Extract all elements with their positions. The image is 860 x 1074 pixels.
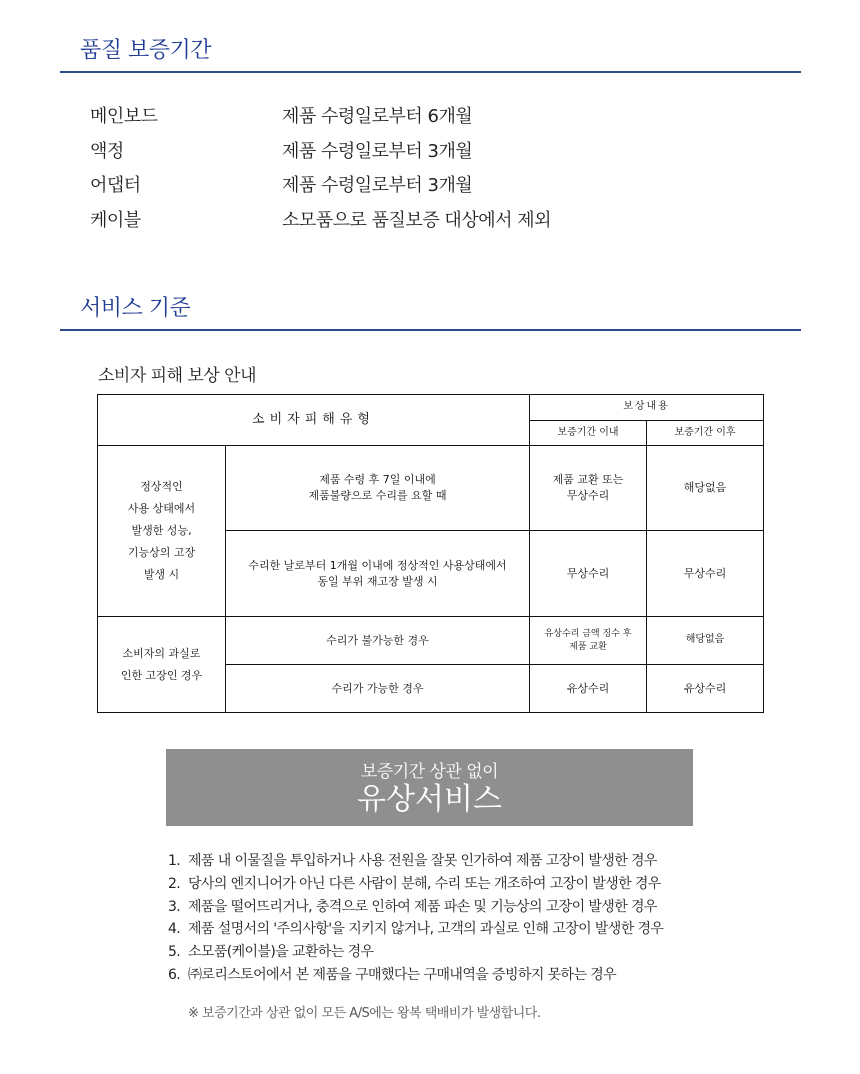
- warranty-item: 메인보드: [90, 106, 158, 128]
- warranty-item: 케이블: [90, 209, 141, 231]
- list-number: 1.: [168, 853, 181, 869]
- case-after: 해당없음: [647, 617, 764, 665]
- list-item: [168, 918, 663, 941]
- list-text: ㈜로리스토어에서 본 제품을 구매했다는 구매내역을 증빙하지 못하는 경우: [188, 966, 617, 983]
- warranty-title: 품질 보증기간: [80, 38, 212, 63]
- warranty-row: [90, 202, 551, 237]
- case-after: 해당없음: [647, 446, 764, 531]
- case-description: 수리가 불가능한 경우: [226, 617, 530, 665]
- warranty-period: 제품 수령일로부터 6개월: [282, 106, 473, 128]
- group-customer-fault-label: 소비자의 과실로 인한 고장인 경우: [98, 617, 226, 713]
- list-number: 2.: [168, 875, 181, 892]
- list-text: 당사의 엔지니어가 아닌 다른 사람이 분해, 수리 또는 개조하여 고장이 발생한 경우: [188, 875, 661, 892]
- service-subtitle: 소비자 피해 보상 안내: [98, 366, 257, 386]
- header-damage-type: 소비자피해유형: [98, 395, 530, 446]
- list-number: 3.: [168, 898, 181, 915]
- list-item: [168, 964, 663, 987]
- list-item: [168, 896, 663, 919]
- warranty-period: 제품 수령일로부터 3개월: [282, 140, 473, 162]
- header-compensation: 보상내용: [530, 395, 764, 421]
- service-title: 서비스 기준: [80, 296, 191, 321]
- case-description: 수리가 가능한 경우: [226, 665, 530, 713]
- list-number: 4.: [168, 921, 181, 938]
- header-within-warranty: 보증기간 이내: [530, 421, 647, 446]
- case-after: 유상수리: [647, 665, 764, 713]
- case-within: 무상수리: [530, 531, 647, 617]
- list-text: 제품을 떨어뜨리거나, 충격으로 인하여 제품 파손 및 기능상의 고장이 발생한 경우: [188, 898, 657, 915]
- case-description: 수리한 날로부터 1개월 이내에 정상적인 사용상태에서 동일 부위 재고장 발생 시: [226, 531, 530, 617]
- warranty-period: 소모품으로 품질보증 대상에서 제외: [282, 209, 551, 231]
- warranty-divider: [60, 71, 801, 73]
- warranty-list: [90, 98, 551, 236]
- case-within: 유상수리: [530, 665, 647, 713]
- case-after: 무상수리: [647, 531, 764, 617]
- case-within: 유상수리 금액 징수 후 제품 교환: [530, 617, 647, 665]
- list-number: 6.: [168, 966, 181, 983]
- service-divider: [60, 329, 801, 331]
- list-item: [168, 873, 663, 896]
- warranty-row: [90, 133, 551, 168]
- banner-subtitle: 보증기간 상관 없이: [360, 762, 499, 782]
- list-item: [168, 850, 663, 873]
- list-text: 제품 내 이물질을 투입하거나 사용 전원을 잘못 인가하여 제품 고장이 발생한 경우: [188, 853, 657, 869]
- list-text: 소모품(케이블)을 교환하는 경우: [188, 944, 374, 961]
- list-text: 제품 설명서의 '주의사항'을 지키지 않거나, 고객의 과실로 인해 고장이 발생한 경우: [188, 921, 664, 938]
- banner-title: 유상서비스: [357, 782, 502, 817]
- list-item: [168, 941, 663, 964]
- case-description: 제품 수령 후 7일 이내에 제품불량으로 수리를 요할 때: [226, 446, 530, 531]
- compensation-table: [97, 394, 764, 713]
- warranty-item: 어댑터: [90, 175, 141, 197]
- header-after-warranty: 보증기간 이후: [647, 421, 764, 446]
- warranty-row: [90, 167, 551, 202]
- list-number: 5.: [168, 944, 181, 961]
- group-normal-use-label: 정상적인 사용 상태에서 발생한 성능, 기능상의 고장 발생 시: [98, 446, 226, 617]
- warranty-item: 액정: [90, 140, 124, 162]
- case-within: 제품 교환 또는 무상수리: [530, 446, 647, 531]
- warranty-row: [90, 98, 551, 133]
- paid-service-banner: [166, 749, 693, 826]
- paid-case-list: [168, 850, 663, 987]
- warranty-period: 제품 수령일로부터 3개월: [282, 175, 473, 197]
- shipping-fee-note: ※ 보증기간과 상관 없이 모든 A/S에는 왕복 택배비가 발생합니다.: [188, 1006, 541, 1021]
